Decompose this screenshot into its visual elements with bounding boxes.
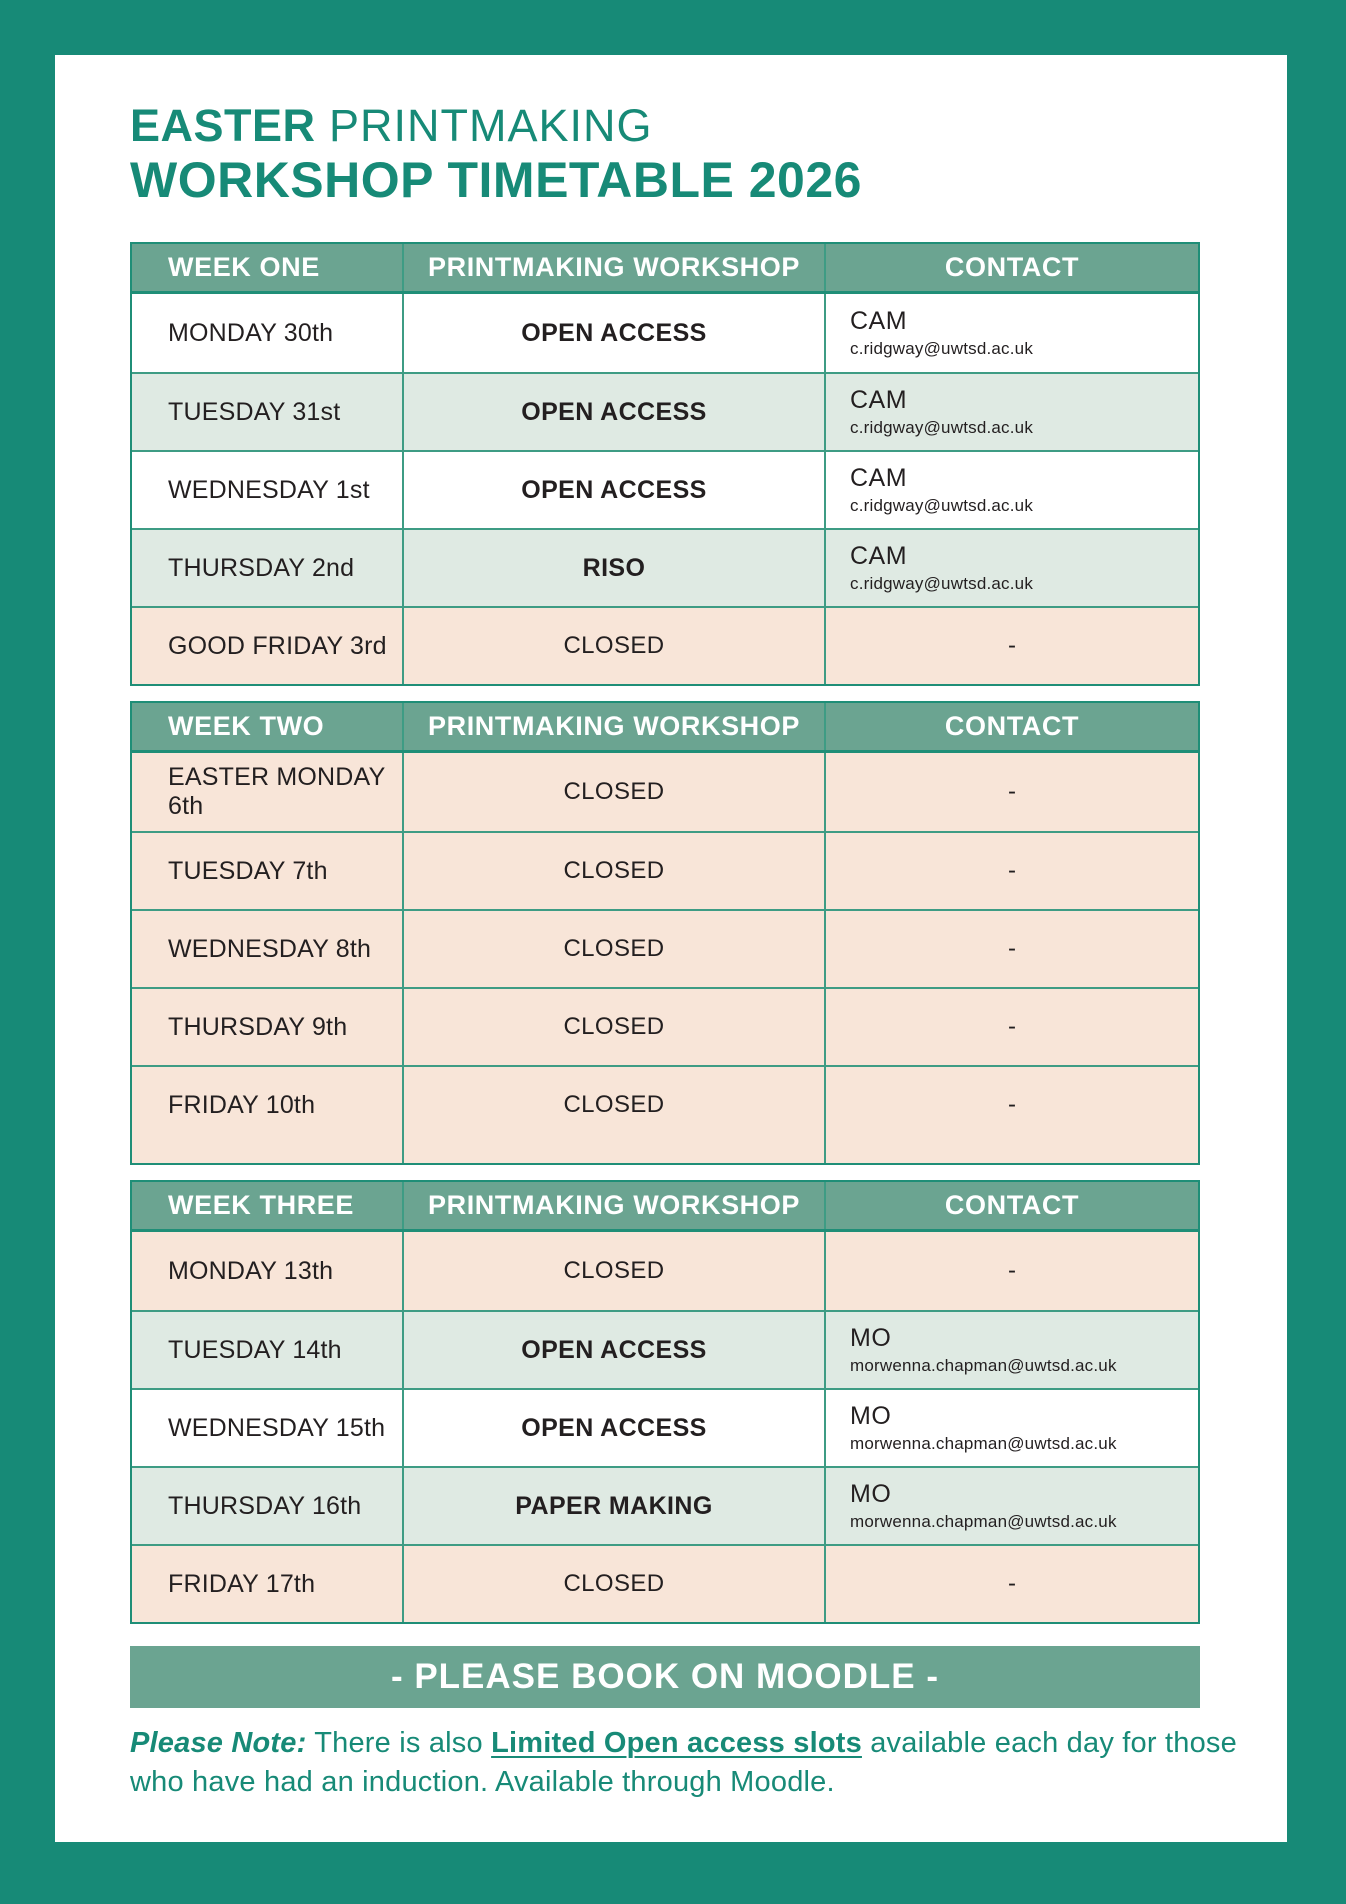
workshop-cell: CLOSED (402, 1232, 826, 1310)
table-row (132, 606, 1198, 684)
please-note (130, 1724, 1255, 1801)
contact-name: CAM (850, 464, 908, 493)
header-cell-week: WEEK THREE (168, 1190, 355, 1221)
contact-dash: - (1008, 935, 1016, 963)
contact-name: MO (850, 1402, 892, 1431)
header-cell-workshop: PRINTMAKING WORKSHOP (402, 703, 826, 750)
contact-dash: - (1008, 1257, 1016, 1285)
moodle-banner: - PLEASE BOOK ON MOODLE - (130, 1646, 1200, 1708)
table-row (132, 831, 1198, 909)
contact-dash: - (1008, 632, 1016, 660)
timetable-week-three (130, 1180, 1200, 1624)
contact-name: MO (850, 1324, 892, 1353)
day-cell: MONDAY 30th (168, 318, 334, 347)
header-cell-week: WEEK ONE (168, 252, 320, 283)
workshop-cell: PAPER MAKING (402, 1468, 826, 1544)
workshop-cell: OPEN ACCESS (402, 374, 826, 450)
day-cell: TUESDAY 7th (168, 856, 328, 885)
title-printmaking: PRINTMAKING (315, 100, 653, 151)
day-cell: EASTER MONDAY 6th (168, 763, 385, 821)
table-row (132, 450, 1198, 528)
day-cell: WEDNESDAY 1st (168, 475, 370, 504)
day-cell: FRIDAY 17th (168, 1569, 316, 1598)
workshop-cell: RISO (402, 530, 826, 606)
contact-cell (826, 1468, 1198, 1544)
title-easter: EASTER (130, 100, 316, 151)
workshop-cell: OPEN ACCESS (402, 1312, 826, 1388)
contact-dash: - (1008, 778, 1016, 806)
contact-cell (826, 374, 1198, 450)
contact-name: MO (850, 1480, 892, 1509)
contact-cell (826, 530, 1198, 606)
title-line-1 (130, 100, 1287, 152)
header-cell-contact: CONTACT (944, 711, 1080, 742)
workshop-cell: CLOSED (402, 989, 826, 1065)
workshop-cell: OPEN ACCESS (402, 452, 826, 528)
day-cell: WEDNESDAY 15th (168, 1413, 386, 1442)
table-row (132, 1544, 1198, 1622)
day-cell: FRIDAY 10th (168, 1091, 316, 1120)
contact-email: c.ridgway@uwtsd.ac.uk (850, 418, 1034, 438)
workshop-cell: CLOSED (402, 608, 826, 684)
note-underlined-text: Limited Open access slots (491, 1727, 862, 1760)
contact-dash: - (1008, 1013, 1016, 1041)
header-cell-week: WEEK TWO (168, 711, 325, 742)
header-cell-workshop: PRINTMAKING WORKSHOP (402, 244, 826, 291)
contact-email: morwenna.chapman@uwtsd.ac.uk (850, 1356, 1117, 1376)
title-line-2: WORKSHOP TIMETABLE 2026 (130, 151, 862, 208)
poster-sheet (55, 55, 1287, 1842)
header-cell-contact: CONTACT (944, 1190, 1080, 1221)
workshop-cell: OPEN ACCESS (402, 294, 826, 372)
table-row (132, 1232, 1198, 1310)
contact-dash: - (1008, 857, 1016, 885)
table-row (132, 1310, 1198, 1388)
day-cell: WEDNESDAY 8th (168, 934, 372, 963)
workshop-cell: CLOSED (402, 1546, 826, 1622)
contact-email: morwenna.chapman@uwtsd.ac.uk (850, 1512, 1117, 1532)
table-row (132, 1466, 1198, 1544)
workshop-cell: CLOSED (402, 753, 826, 831)
note-text-before: There is also (306, 1727, 492, 1760)
contact-cell (826, 1390, 1198, 1466)
table-row (132, 909, 1198, 987)
page-title (130, 100, 1287, 209)
contact-email: c.ridgway@uwtsd.ac.uk (850, 339, 1034, 359)
table-header-row (132, 703, 1198, 753)
timetable-week-one (130, 242, 1200, 686)
day-cell: THURSDAY 2nd (168, 553, 355, 582)
day-cell: MONDAY 13th (168, 1256, 334, 1285)
day-cell: TUESDAY 31st (168, 397, 341, 426)
note-label: Please Note: (130, 1727, 307, 1760)
table-row (132, 987, 1198, 1065)
timetable-week-two (130, 701, 1200, 1165)
table-row (132, 294, 1198, 372)
table-row (132, 1065, 1198, 1163)
day-cell: THURSDAY 9th (168, 1012, 348, 1041)
table-row (132, 528, 1198, 606)
workshop-cell: CLOSED (402, 1067, 826, 1163)
table-header-row (132, 1182, 1198, 1232)
workshop-cell: OPEN ACCESS (402, 1390, 826, 1466)
workshop-cell: CLOSED (402, 833, 826, 909)
contact-cell (826, 452, 1198, 528)
day-cell: TUESDAY 14th (168, 1335, 342, 1364)
contact-email: c.ridgway@uwtsd.ac.uk (850, 574, 1034, 594)
day-cell: THURSDAY 16th (168, 1491, 362, 1520)
contact-email: c.ridgway@uwtsd.ac.uk (850, 496, 1034, 516)
header-cell-contact: CONTACT (944, 252, 1080, 283)
contact-dash: - (1008, 1570, 1016, 1598)
contact-name: CAM (850, 386, 908, 415)
contact-name: CAM (850, 307, 908, 336)
table-row (132, 753, 1198, 831)
contact-cell (826, 1312, 1198, 1388)
table-header-row (132, 244, 1198, 294)
workshop-cell: CLOSED (402, 911, 826, 987)
note-text-after: available each day for those who have had an induction. Available through Moodle. (130, 1727, 1237, 1798)
contact-dash: - (1008, 1091, 1016, 1119)
contact-name: CAM (850, 542, 908, 571)
header-cell-workshop: PRINTMAKING WORKSHOP (402, 1182, 826, 1229)
contact-cell (826, 294, 1198, 372)
day-cell: GOOD FRIDAY 3rd (168, 631, 387, 660)
table-row (132, 1388, 1198, 1466)
poster-content (55, 55, 1287, 1801)
contact-email: morwenna.chapman@uwtsd.ac.uk (850, 1434, 1117, 1454)
table-row (132, 372, 1198, 450)
